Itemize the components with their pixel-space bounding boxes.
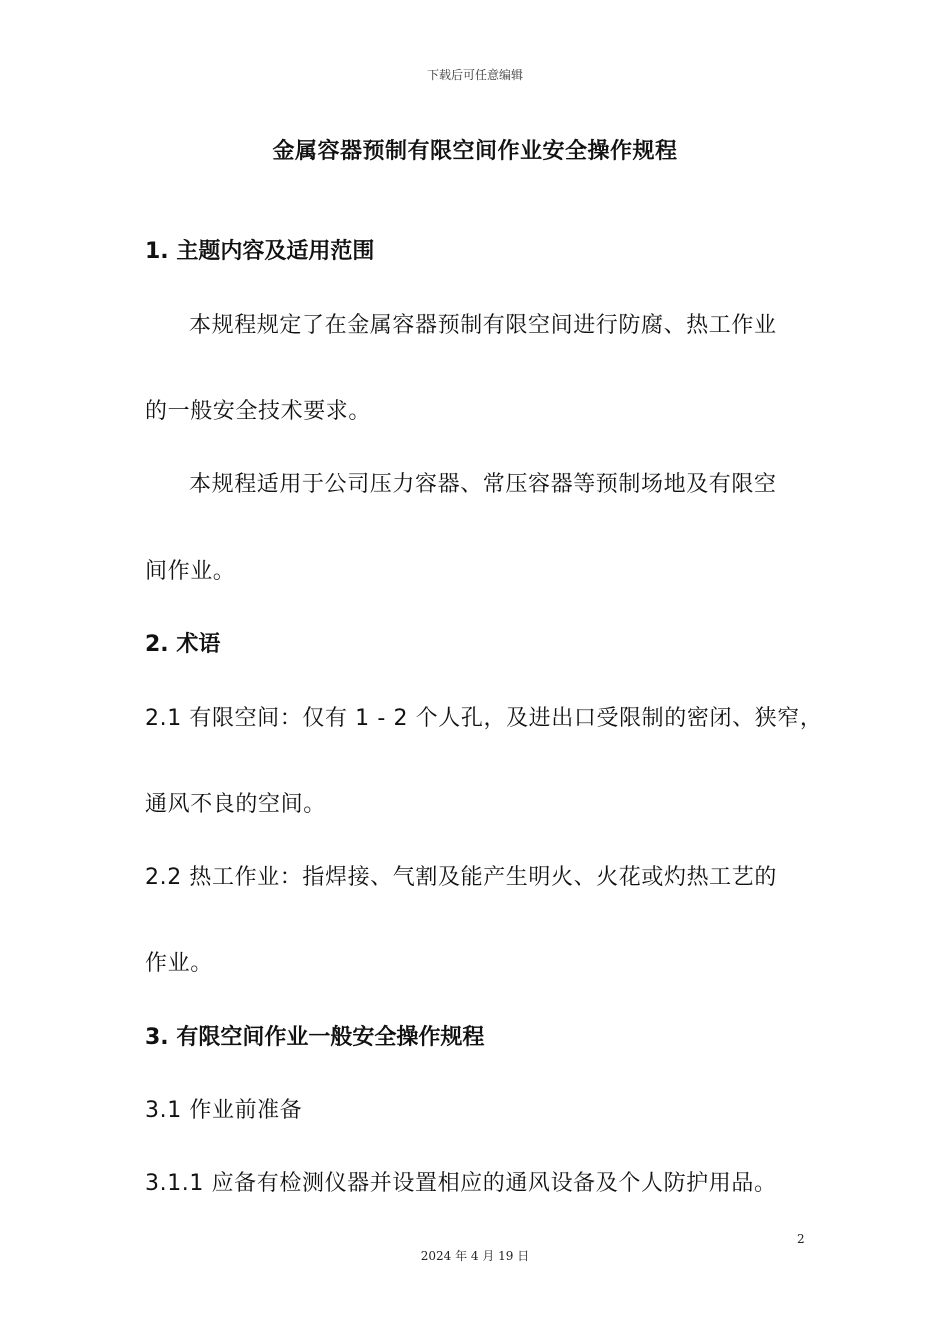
paragraph-1-2-cont: 间作业。 xyxy=(145,559,236,584)
paragraph-3-1: 3.1 作业前准备 xyxy=(145,1098,303,1123)
paragraph-2-2-cont: 作业。 xyxy=(145,951,213,976)
header-note: 下载后可任意编辑 xyxy=(426,68,523,82)
paragraph-2-2: 2.2 热工作业：指焊接、气割及能产生明火、火花或灼热工艺的 xyxy=(145,865,777,890)
page-number: 2 xyxy=(797,1232,805,1246)
paragraph-1-2: 本规程适用于公司压力容器、常压容器等预制场地及有限空 xyxy=(189,472,777,497)
paragraph-2-1-cont: 通风不良的空间。 xyxy=(145,792,326,817)
section-heading-1: 1. 主题内容及适用范围 xyxy=(145,239,375,264)
document-title: 金属容器预制有限空间作业安全操作规程 xyxy=(272,139,678,164)
paragraph-3-1-1: 3.1.1 应备有检测仪器并设置相应的通风设备及个人防护用品。 xyxy=(145,1171,777,1196)
section-heading-3: 3. 有限空间作业一般安全操作规程 xyxy=(145,1025,485,1050)
paragraph-1-1: 本规程规定了在金属容器预制有限空间进行防腐、热工作业 xyxy=(189,313,777,338)
paragraph-1-1-cont: 的一般安全技术要求。 xyxy=(145,399,372,424)
footer-date: 2024 年 4 月 19 日 xyxy=(420,1249,530,1263)
section-heading-2: 2. 术语 xyxy=(145,632,221,657)
paragraph-2-1: 2.1 有限空间：仅有 1 - 2 个人孔，及进出口受限制的密闭、狭窄， xyxy=(145,706,823,731)
